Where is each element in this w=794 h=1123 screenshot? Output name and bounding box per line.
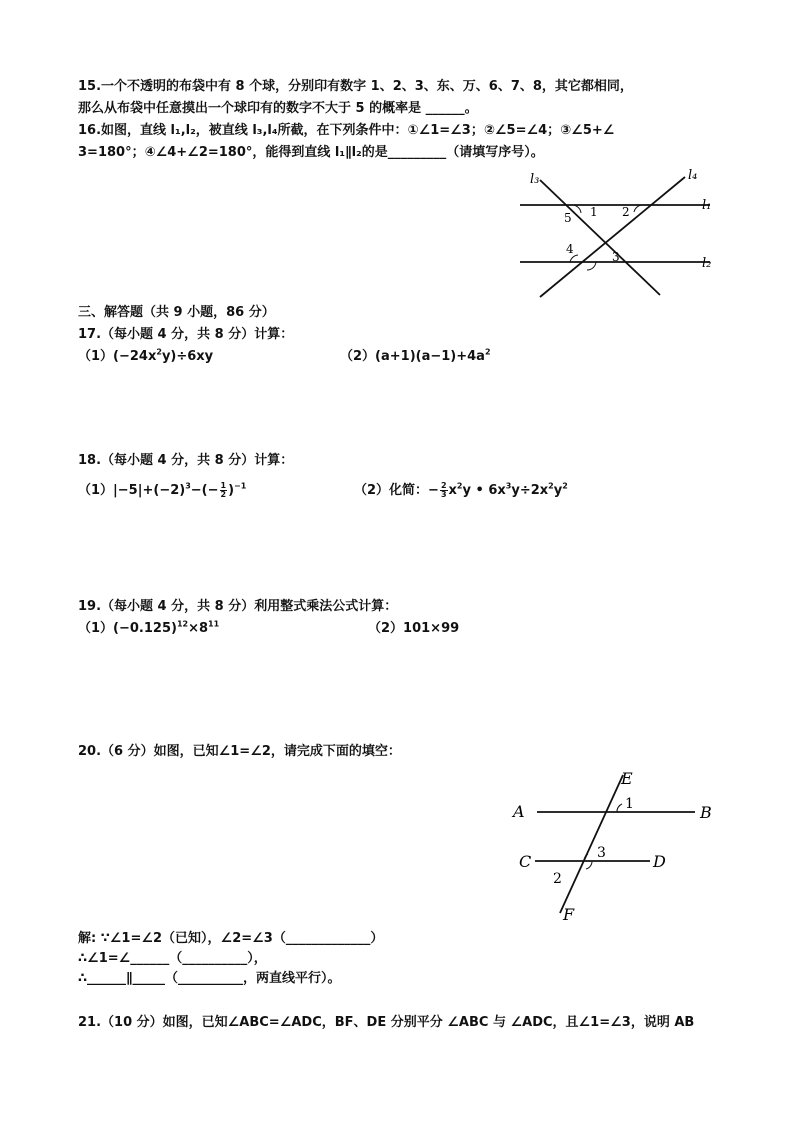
q19-header: 19.（每小题 4 分，共 8 分）利用整式乘法公式计算： bbox=[78, 599, 398, 614]
angle-2: 2 bbox=[622, 205, 630, 219]
label-l4: l₄ bbox=[688, 168, 698, 183]
q20-solution-line1: 解: ∵∠1=∠2（已知），∠2=∠3（_____________） bbox=[78, 931, 384, 946]
angle-3: 3 bbox=[612, 250, 620, 264]
point-E: E bbox=[621, 769, 633, 788]
q20-solution-line2: ∴∠1=∠______（__________）， bbox=[78, 951, 267, 966]
q19-part1: $(1)(-0.125)^{12}\times 8^{11}$ bbox=[78, 619, 220, 636]
q20-figure bbox=[505, 765, 725, 925]
angle-4: 4 bbox=[566, 242, 574, 256]
q16-line2: 3=180°；④∠4+∠2=180°，能得到直线 l₁∥l₂的是_________（请填写序号）。 bbox=[78, 145, 544, 160]
q19-part2: （2）101×99 bbox=[368, 621, 460, 636]
label-l1: l₁ bbox=[702, 198, 712, 213]
q20-solution-line3: ∴______∥_____（__________，两直线平行）。 bbox=[78, 971, 341, 986]
q15-line1: 15.一个不透明的布袋中有 8 个球，分别印有数字 1、2、3、东、万、6、7、8，其它都相同， bbox=[78, 79, 633, 94]
section-title: 三、解答题（共 9 小题，86 分） bbox=[78, 305, 275, 320]
q17-part2: $(2)(a+1)(a-1)+4a^2$ bbox=[340, 347, 491, 364]
q16-figure bbox=[510, 165, 720, 300]
angle-5: 5 bbox=[564, 211, 572, 225]
label-l2: l₂ bbox=[702, 256, 712, 271]
label-l3: l₃ bbox=[530, 172, 540, 187]
q18-part1: $(1)|-5|+(-2)^3-(-$ $\frac{1}{2}$ )$^{-1}$ bbox=[78, 481, 247, 499]
q15-line2: 那么从布袋中任意摸出一个球印有的数字不大于 5 的概率是 ______。 bbox=[78, 101, 478, 116]
angle-1: 1 bbox=[625, 796, 634, 812]
point-B: B bbox=[700, 803, 712, 822]
angle-3: 3 bbox=[597, 845, 606, 861]
q17-header: 17.（每小题 4 分，共 8 分）计算： bbox=[78, 327, 294, 342]
q21-line1: 21.（10 分）如图，已知∠ABC=∠ADC，BF、DE 分别平分 ∠ABC 与 ∠ADC，且∠1=∠3，说明 AB bbox=[78, 1015, 695, 1030]
point-D: D bbox=[653, 852, 666, 871]
q17-part1: $(1)(-24x^2y)\div 6xy$ bbox=[78, 347, 214, 364]
angle-2: 2 bbox=[553, 871, 562, 887]
q18-header: 18.（每小题 4 分，共 8 分）计算： bbox=[78, 453, 294, 468]
point-C: C bbox=[519, 852, 532, 871]
point-F: F bbox=[563, 905, 575, 924]
q16-line1: 16.如图，直线 l₁,l₂，被直线 l₃,l₄所截，在下列条件中：①∠1=∠3；②∠5=∠4；③∠5+∠ bbox=[78, 123, 615, 138]
angle-1: 1 bbox=[590, 205, 598, 219]
q18-part2: （2）化简：− $\frac{2}{3}$ $x^2y$ • $6x^3y\div 2x^2y^2$ bbox=[354, 481, 568, 499]
q20-header: 20.（6 分）如图，已知∠1=∠2，请完成下面的填空： bbox=[78, 744, 401, 759]
point-A: A bbox=[513, 802, 525, 821]
